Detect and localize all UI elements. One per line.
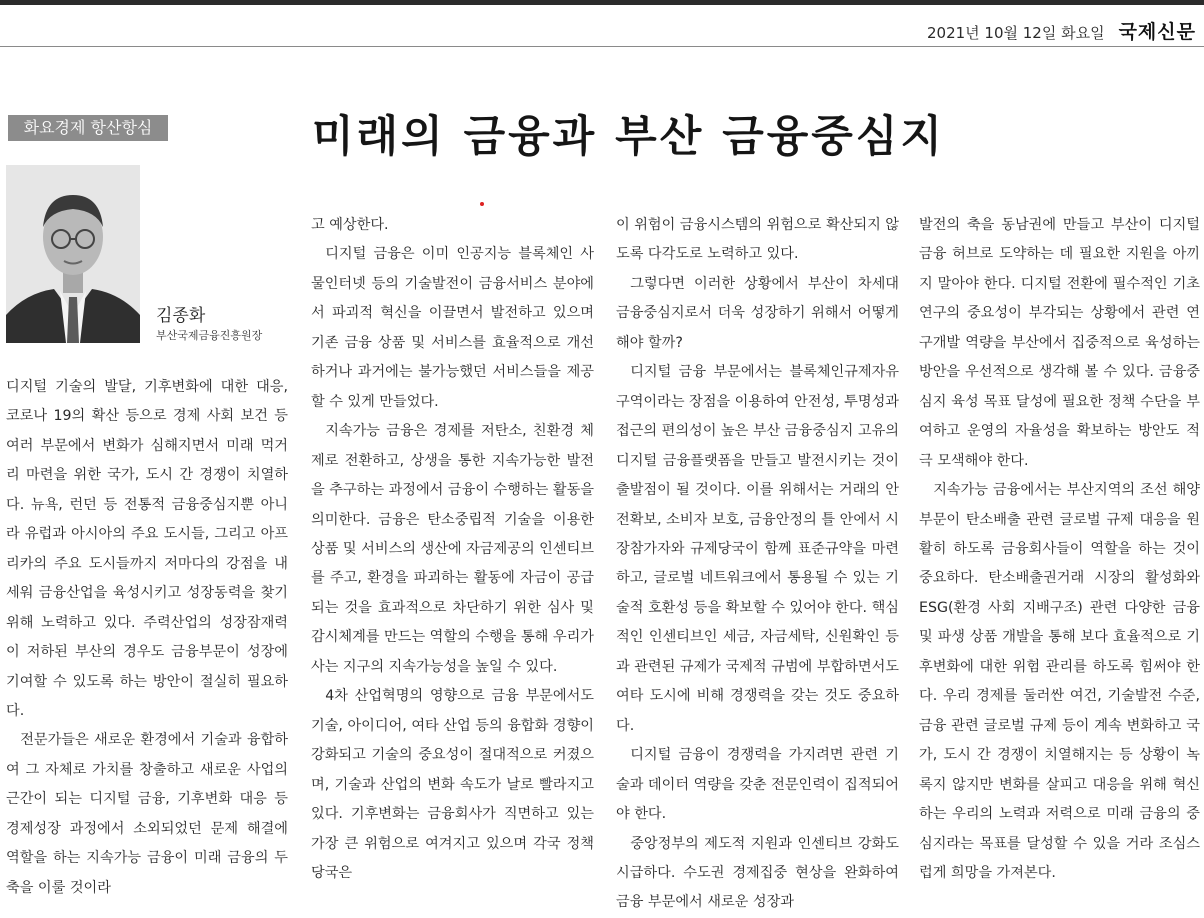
section-tag: 화요경제 항산항심 xyxy=(8,115,168,141)
paragraph: 지속가능 금융에서는 부산지역의 조선 해양부문이 탄소배출 관련 글로벌 규제 대응을 원활히 하도록 금융회사들이 역할을 하는 것이 중요하다. 탄소배출권거래 시장의 활성화와 ESG(환경 사회 지배구조) 관련 다양한 금융 및 파생 상품 개발을 통해 보다 효율적으로 기후변화에 대한 위험 관리를 하도록 힘써야 한다. 우리 경제를 둘러싼 여건, 기술발전 수준, 금융 관련 글로벌 규제 등이 계속 변화하고 국가, 도시 간 경쟁이 치열해지는 등 상황이 녹록지 않지만 변화를 살피고 대응을 위해 혁신하는 우리의 노력과 저력으로 미래 금융의 중심지라는 목표를 달성할 수 있을 거라 조심스럽게 희망을 가져본다. xyxy=(919,482,1200,881)
paragraph: 이 위험이 금융시스템의 위험으로 확산되지 않도록 다각도로 노력하고 있다. xyxy=(616,217,899,263)
newspaper-name: 국제신문 xyxy=(1118,21,1196,43)
paragraph: 지속가능 금융은 경제를 저탄소, 친환경 체제로 전환하고, 상생을 통한 지속가능한 발전을 추구하는 과정에서 금융이 수행하는 활동을 의미한다. 금융은 탄소중립적 기술을 이용한 상품 및 서비스의 생산에 자금제공의 인센티브를 주고, 환경을 파괴하는 활동에 자금이 공급되는 것을 효과적으로 차단하기 위한 심사 및 감시체계를 만드는 역할의 수행을 통해 우리가 사는 지구의 지속가능성을 높일 수 있다. xyxy=(311,423,594,675)
issue-date: 2021년 10월 12일 화요일 xyxy=(926,24,1105,42)
paragraph: 디지털 기술의 발달, 기후변화에 대한 대응, 코로나 19의 확산 등으로 경제 사회 보건 등 여러 부문에서 변화가 심해지면서 미래 먹거리 마련을 위한 국가, 도시 간 경쟁이 치열하다. 뉴욕, 런던 등 전통적 금융중심지뿐 아니라 유럽과 아시아의 주요 도시들, 그리고 아프리카의 주요 도시들까지 저마다의 강점을 내세워 금융산업을 육성시키고 성장동력을 찾기 위해 노력하고 있다. 주력산업의 성장잠재력이 저하된 부산의 경우도 금융부문이 성장에 기여할 수 있도록 하는 방안이 절실히 필요하다. xyxy=(6,379,288,719)
paragraph: 디지털 금융이 경쟁력을 가지려면 관련 기술과 데이터 역량을 갖춘 전문인력이 집적되어야 한다. xyxy=(616,747,899,823)
article-column-1 xyxy=(6,373,288,896)
article-column-3 xyxy=(616,211,899,911)
paragraph: 4차 산업혁명의 영향으로 금융 부문에서도 기술, 아이디어, 여타 산업 등의 융합화 경향이 강화되고 기술의 중요성이 절대적으로 커졌으며, 기술과 산업의 변화 속도가 날로 빨라지고 있다. 기후변화는 금융회사가 직면하고 있는 가장 큰 위험으로 여겨지고 있으며 각국 정책당국은 xyxy=(311,688,594,881)
article-headline: 미래의 금융과 부산 금융중심지 xyxy=(312,112,945,162)
article-column-2 xyxy=(311,211,594,892)
red-dot-mark xyxy=(480,202,484,206)
author-portrait-image xyxy=(6,165,140,343)
paragraph: 중앙정부의 제도적 지원과 인센티브 강화도 시급하다. 수도권 경제집중 현상을 완화하여 금융 부문에서 새로운 성장과 xyxy=(616,835,899,911)
top-rule xyxy=(0,0,1204,5)
paragraph: 디지털 금융 부문에서는 블록체인규제자유구역이라는 장점을 이용하여 안전성, 투명성과 접근의 편의성이 높은 부산 금융중심지 고유의 디지털 금융플랫폼을 만들고 발전시키는 것이 출발점이 될 것이다. 이를 위해서는 거래의 안전확보, 소비자 보호, 금융안정의 틀 안에서 시장참가자와 규제당국이 함께 표준규약을 마련하고, 글로벌 네트워크에서 통용될 수 있는 기술적 호환성 등을 확보할 수 있어야 한다. 핵심적인 인센티브인 세금, 자금세탁, 신원확인 등과 관련된 규제가 국제적 규범에 부합하면서도 여타 도시에 비해 경쟁력을 갖는 것도 중요하다. xyxy=(616,364,899,734)
author-photo xyxy=(6,165,140,343)
author-name: 김종화 xyxy=(156,306,206,326)
paragraph: 전문가들은 새로운 환경에서 기술과 융합하여 그 자체로 가치를 창출하고 새로운 사업의 근간이 되는 디지털 금융, 기후변화 대응 등 경제성장 과정에서 소외되었던 문제 해결에 역할을 하는 지속가능 금융이 미래 금융의 두 축을 이룰 것이라 xyxy=(6,732,288,896)
paragraph: 발전의 축을 동남권에 만들고 부산이 디지털 금융 허브로 도약하는 데 필요한 지원을 아끼지 말아야 한다. 디지털 전환에 필수적인 기초연구의 중요성이 부각되는 상황에서 관련 연구개발 역량을 부산에서 집중적으로 육성하는 방안을 우선적으로 생각해 볼 수 있다. 금융중심지 육성 목표 달성에 필요한 정책 수단을 부여하고 운영의 자율성을 확보하는 방안도 적극 모색해야 한다. xyxy=(919,217,1200,469)
masthead xyxy=(927,17,1196,44)
header-divider xyxy=(0,46,1204,47)
paragraph: 디지털 금융은 이미 인공지능 블록체인 사물인터넷 등의 기술발전이 금융서비스 분야에서 파괴적 혁신을 이끌면서 발전하고 있으며 기존 금융 상품 및 서비스를 효율적으로 개선하거나 과거에는 불가능했던 서비스들을 제공할 수 있게 만들었다. xyxy=(311,246,594,410)
article-column-4 xyxy=(919,211,1200,892)
paragraph: 그렇다면 이러한 상황에서 부산이 차세대 금융중심지로서 더욱 성장하기 위해서 어떻게 해야 할까? xyxy=(616,275,899,351)
author-title: 부산국제금융진흥원장 xyxy=(156,329,263,342)
paragraph: 고 예상한다. xyxy=(311,217,389,233)
